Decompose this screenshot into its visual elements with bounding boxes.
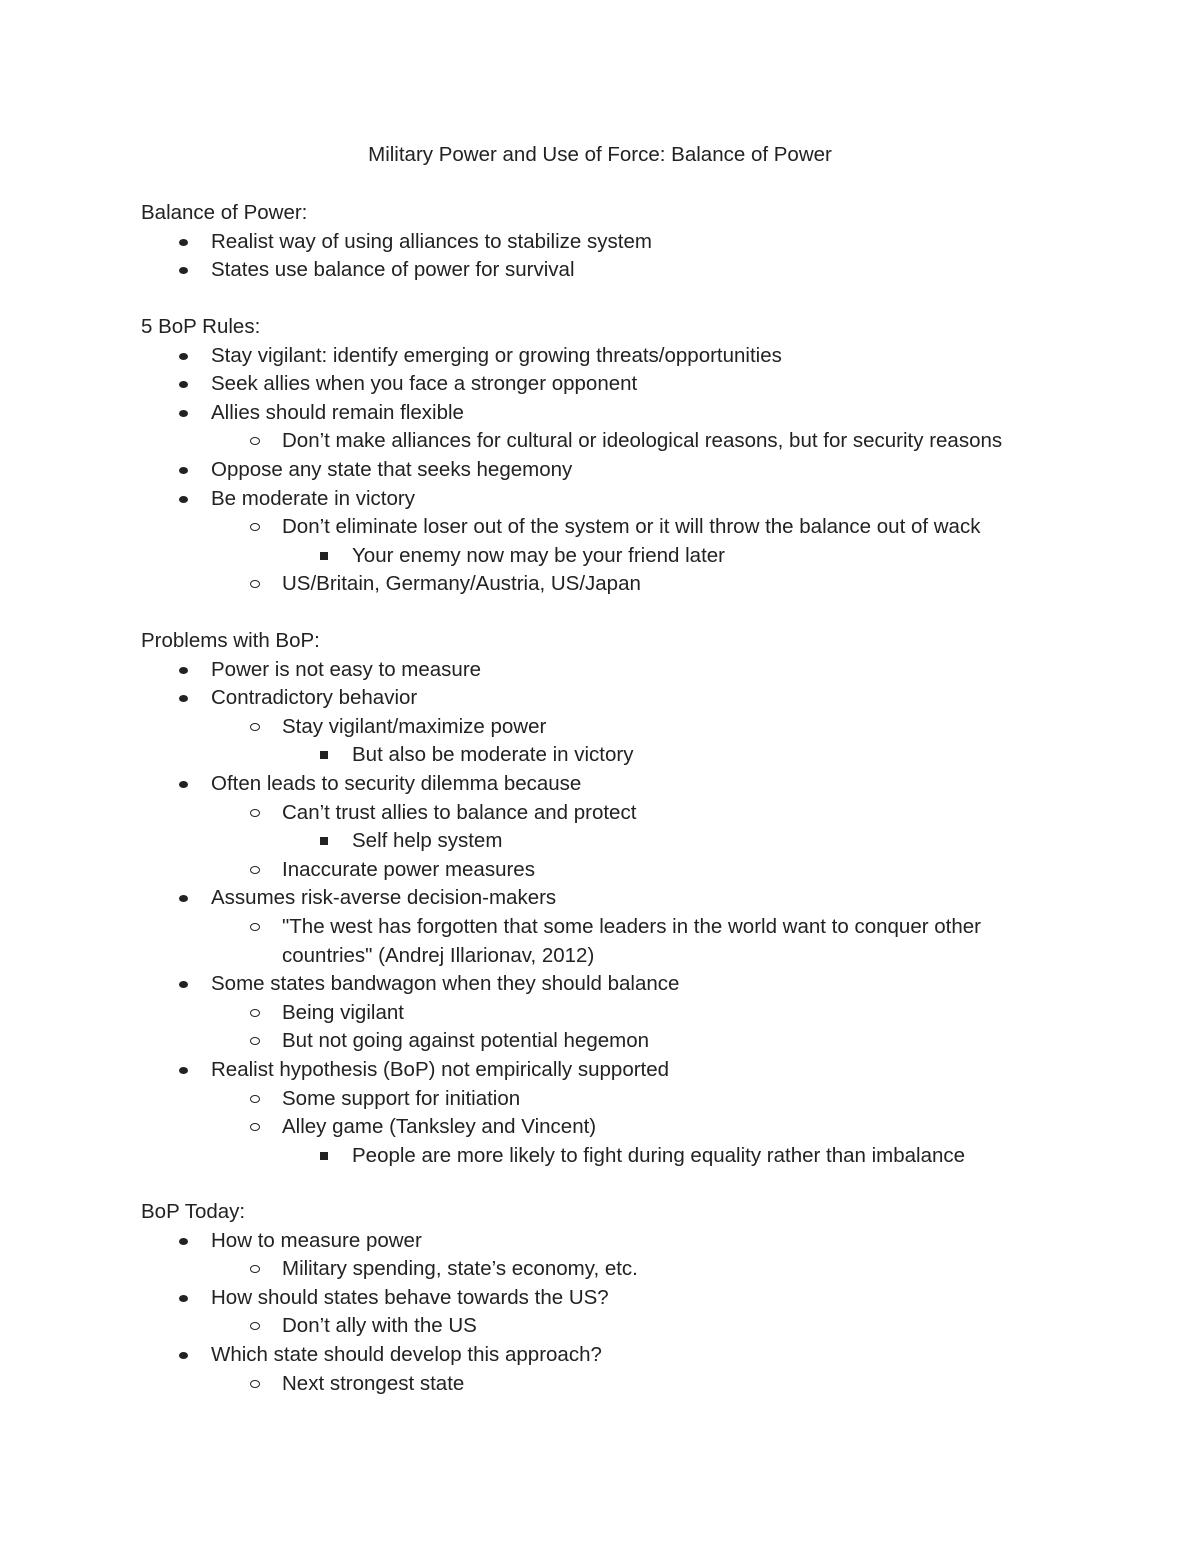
list-item — [211, 1227, 422, 1256]
list-item-text: Realist way of using alliances to stabilize system — [211, 229, 652, 253]
list-item-text: But not going against potential hegemon — [282, 1029, 649, 1053]
disc-bullet-icon — [179, 1352, 188, 1359]
list-item-text: Next strongest state — [282, 1371, 465, 1395]
list-item-text: But also be moderate in victory — [352, 743, 634, 767]
square-bullet-icon — [320, 552, 328, 560]
list-item-text: Some states bandwagon when they should balance — [211, 972, 680, 996]
list-item — [282, 913, 981, 942]
list-item-text: Your enemy now may be your friend later — [352, 543, 725, 567]
circle-bullet-icon — [250, 523, 260, 531]
list-item — [211, 228, 652, 257]
list-item-text: People are more likely to fight during equality rather than imbalance — [352, 1143, 966, 1167]
list-item — [282, 570, 641, 599]
circle-bullet-icon — [250, 1380, 260, 1388]
circle-bullet-icon — [250, 1037, 260, 1045]
list-item-text: Inaccurate power measures — [282, 857, 535, 881]
section-heading: Problems with BoP: — [141, 629, 320, 652]
list-item-text: Self help system — [352, 829, 503, 853]
list-item-text: Alley game (Tanksley and Vincent) — [282, 1115, 597, 1139]
list-item — [211, 770, 581, 799]
list-item-text: Don’t make alliances for cultural or ideological reasons, but for security reasons — [282, 429, 1003, 453]
list-item-text: Stay vigilant/maximize power — [282, 714, 547, 738]
list-item — [211, 399, 464, 428]
list-item-text: Don’t ally with the US — [282, 1314, 477, 1338]
list-item-text: States use balance of power for survival — [211, 258, 575, 282]
list-item-text: Contradictory behavior — [211, 686, 418, 710]
disc-bullet-icon — [179, 267, 188, 274]
list-item — [211, 1056, 669, 1085]
section-heading: BoP Today: — [141, 1200, 246, 1223]
disc-bullet-icon — [179, 410, 188, 417]
list-item-text: How should states behave towards the US? — [211, 1285, 609, 1309]
disc-bullet-icon — [179, 1295, 188, 1302]
circle-bullet-icon — [250, 1095, 260, 1103]
list-item — [282, 713, 546, 742]
disc-bullet-icon — [179, 353, 188, 360]
list-item — [211, 656, 481, 685]
disc-bullet-icon — [179, 381, 188, 388]
list-item — [282, 1312, 477, 1341]
list-item — [282, 1370, 464, 1399]
list-item — [282, 1085, 520, 1114]
list-item — [282, 1255, 638, 1284]
disc-bullet-icon — [179, 667, 188, 674]
circle-bullet-icon — [250, 437, 260, 445]
disc-bullet-icon — [179, 467, 188, 474]
list-item — [211, 485, 415, 514]
circle-bullet-icon — [250, 866, 260, 874]
list-item-text: Military spending, state’s economy, etc. — [282, 1257, 638, 1281]
list-item-text: Oppose any state that seeks hegemony — [211, 458, 573, 481]
list-item — [211, 684, 417, 713]
list-item — [352, 542, 725, 571]
circle-bullet-icon — [250, 1123, 260, 1131]
list-item — [352, 1142, 965, 1171]
list-item-text: US/Britain, Germany/Austria, US/Japan — [282, 572, 641, 596]
list-item-text: Realist hypothesis (BoP) not empirically supported — [211, 1058, 670, 1081]
list-item-text: Some support for initiation — [282, 1086, 521, 1110]
circle-bullet-icon — [250, 923, 260, 931]
disc-bullet-icon — [179, 781, 188, 788]
circle-bullet-icon — [250, 1265, 260, 1273]
list-item — [282, 1113, 596, 1142]
list-item-text: Can’t trust allies to balance and protect — [282, 800, 637, 824]
list-item-text: How to measure power — [211, 1228, 422, 1252]
list-item — [352, 741, 633, 770]
document-title: Military Power and Use of Force: Balance of Power — [368, 143, 832, 166]
list-item-text: Don’t eliminate loser out of the system or it will throw the balance out of wack — [282, 515, 981, 539]
disc-bullet-icon — [179, 239, 188, 246]
list-item-text: "The west has forgotten that some leaders in the world want to conquer other — [282, 915, 981, 938]
list-item-text: Assumes risk-averse decision-makers — [211, 886, 557, 910]
square-bullet-icon — [320, 751, 328, 759]
list-item — [211, 970, 679, 999]
list-item — [211, 370, 637, 399]
list-item-text: Stay vigilant: identify emerging or growing threats/opportunities — [211, 343, 782, 367]
circle-bullet-icon — [250, 580, 260, 588]
circle-bullet-icon — [250, 1322, 260, 1330]
list-item-text: Seek allies when you face a stronger opponent — [211, 372, 638, 396]
list-item — [211, 456, 572, 485]
disc-bullet-icon — [179, 1238, 188, 1245]
list-item — [282, 799, 636, 828]
disc-bullet-icon — [179, 496, 188, 503]
list-item — [352, 827, 502, 856]
disc-bullet-icon — [179, 981, 188, 988]
list-item — [282, 856, 535, 885]
list-item — [211, 256, 575, 285]
list-item-text: Being vigilant — [282, 1000, 404, 1024]
square-bullet-icon — [320, 837, 328, 845]
list-item-text: Be moderate in victory — [211, 486, 415, 510]
circle-bullet-icon — [250, 809, 260, 817]
list-item-text: Power is not easy to measure — [211, 657, 482, 681]
list-item — [282, 427, 1002, 456]
list-item — [282, 1027, 649, 1056]
list-item — [211, 884, 556, 913]
list-item — [282, 513, 980, 542]
list-item-text: Which state should develop this approach? — [211, 1343, 602, 1366]
disc-bullet-icon — [179, 895, 188, 902]
circle-bullet-icon — [250, 723, 260, 731]
list-item-text: countries" (Andrej Illarionav, 2012) — [282, 943, 595, 967]
list-item-text: Allies should remain flexible — [211, 400, 464, 424]
list-item-text: Often leads to security dilemma because — [211, 772, 582, 795]
circle-bullet-icon — [250, 1009, 260, 1017]
list-item — [211, 342, 782, 371]
square-bullet-icon — [320, 1152, 328, 1160]
list-item — [211, 1284, 609, 1313]
disc-bullet-icon — [179, 1067, 188, 1074]
list-item — [211, 1341, 602, 1370]
disc-bullet-icon — [179, 695, 188, 702]
section-heading: 5 BoP Rules: — [141, 315, 261, 338]
section-heading: Balance of Power: — [141, 201, 308, 224]
list-item — [282, 999, 404, 1028]
list-item — [282, 942, 594, 971]
